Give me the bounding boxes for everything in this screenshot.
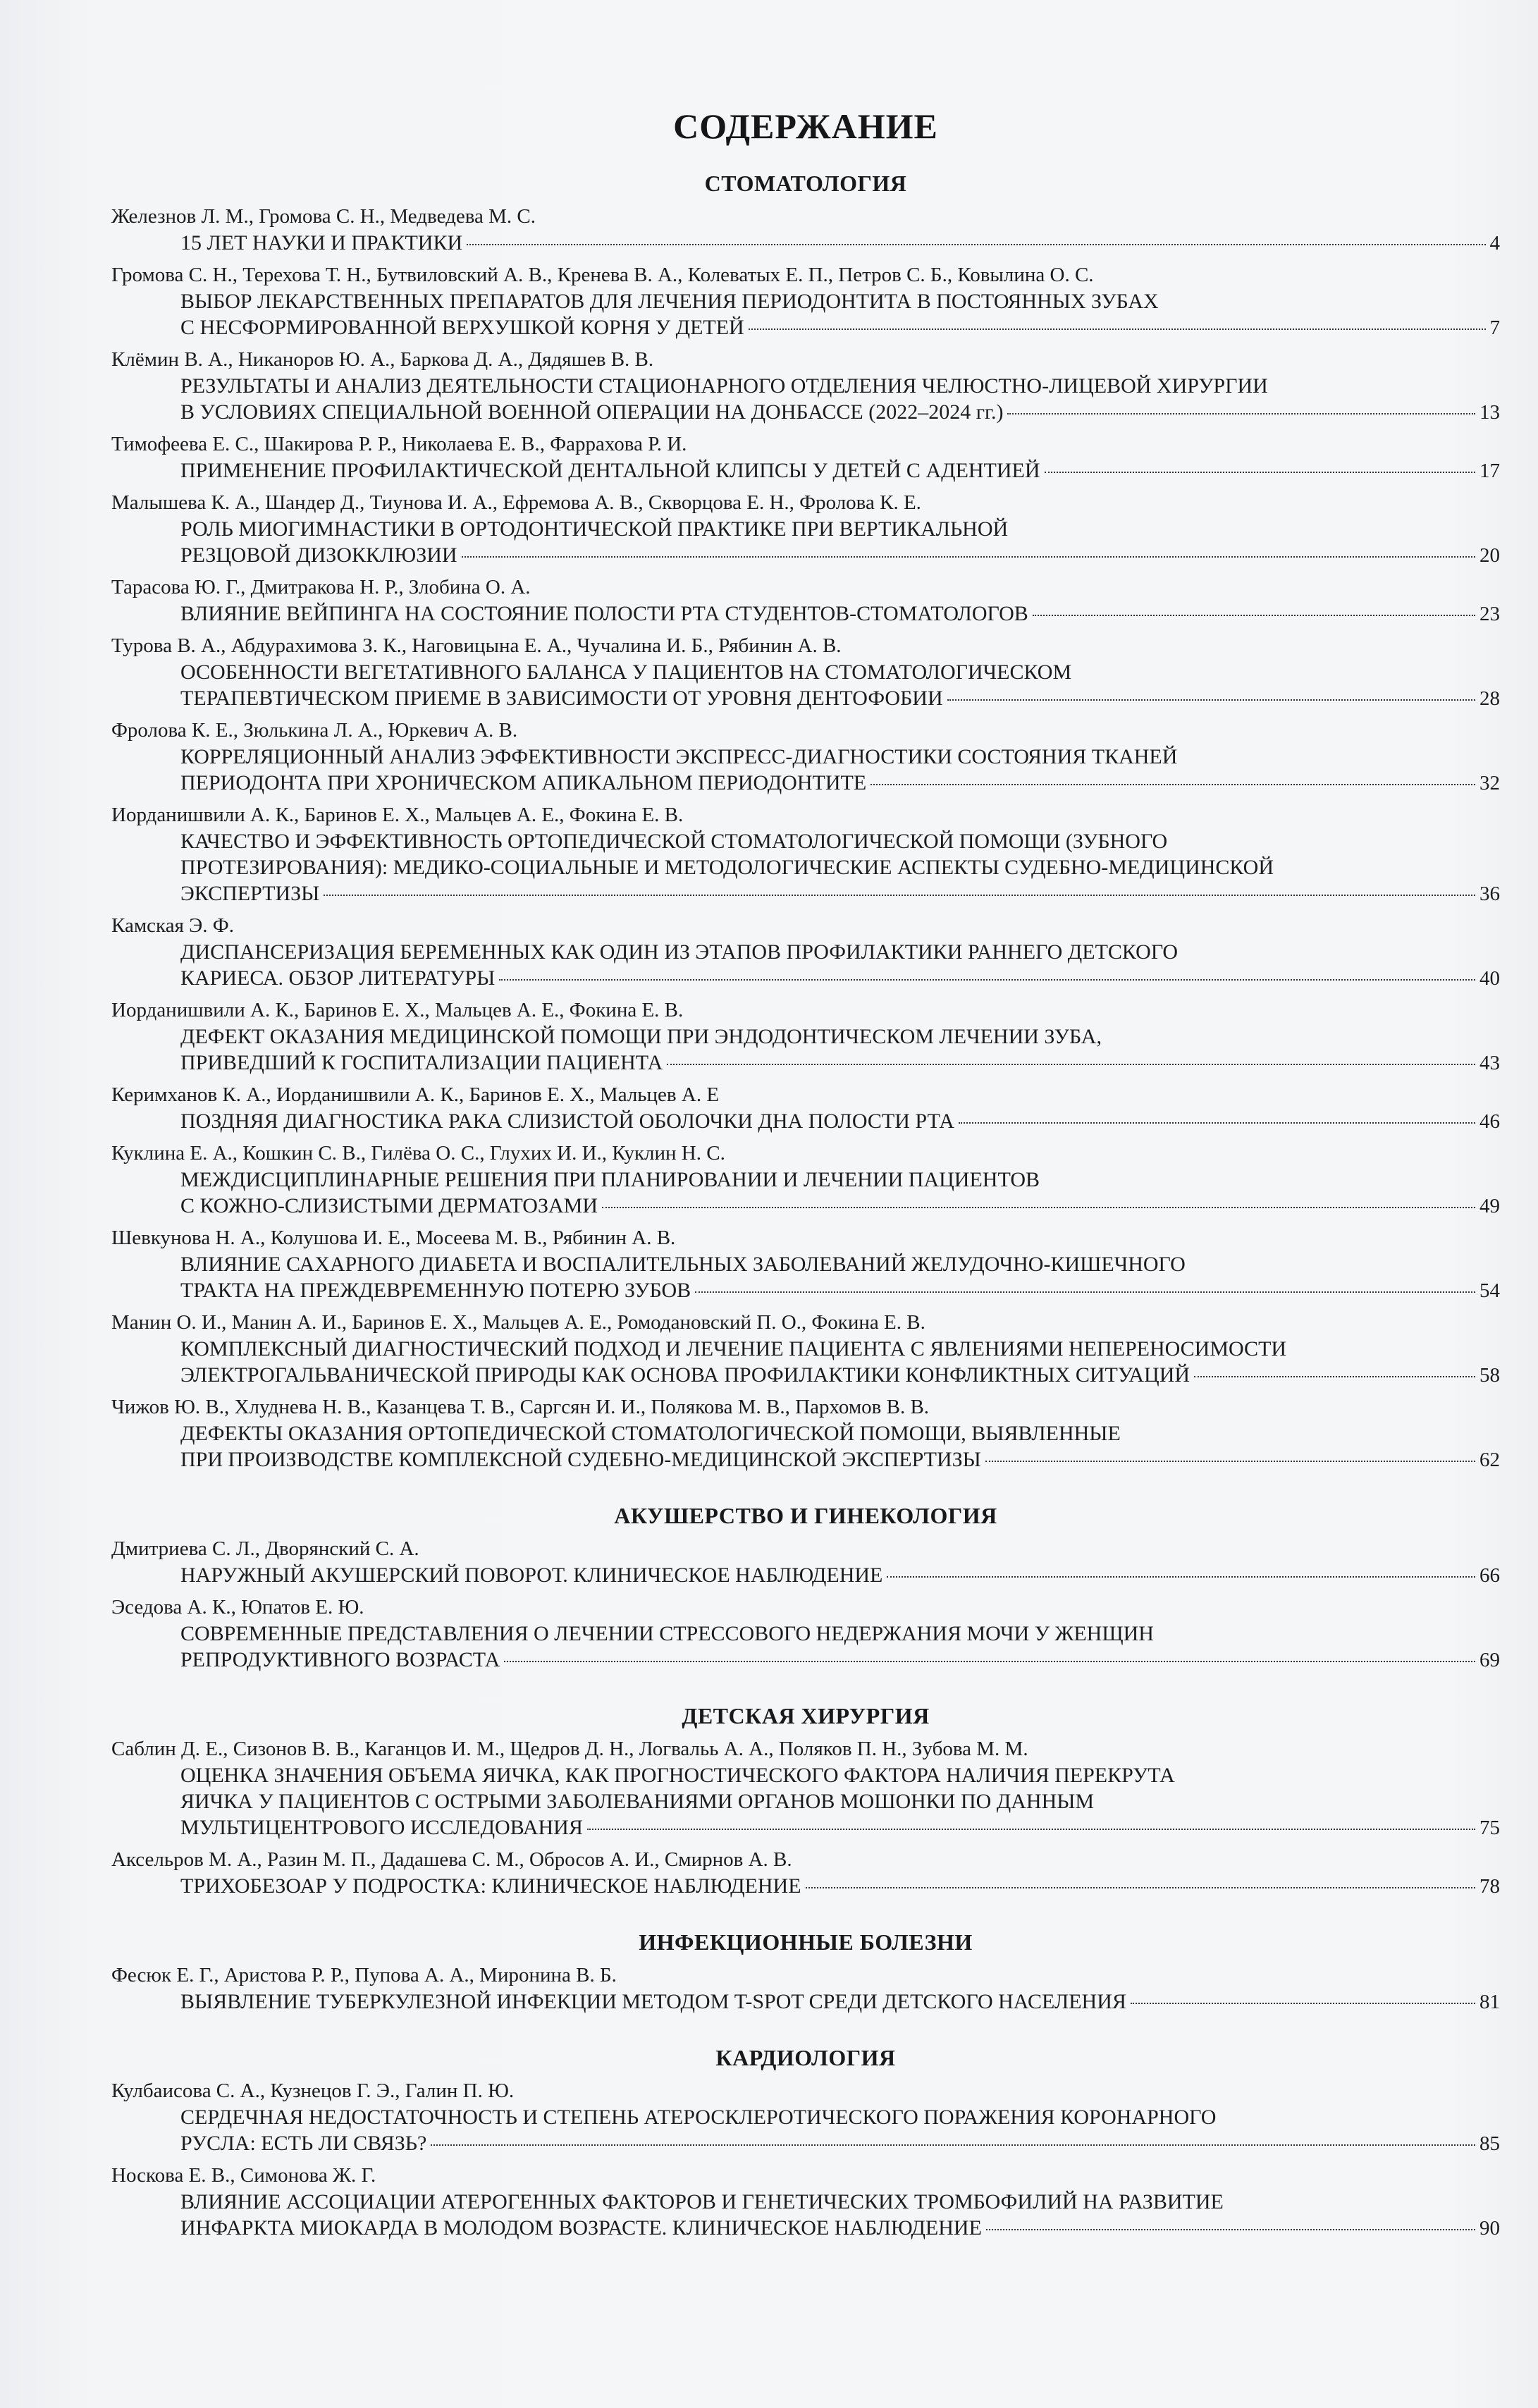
entry-title-text: С НЕСФОРМИРОВАННОЙ ВЕРХУШКОЙ КОРНЯ У ДЕТЕЙ: [180, 316, 744, 339]
entry-title-text: ИНФАРКТА МИОКАРДА В МОЛОДОМ ВОЗРАСТЕ. КЛИНИЧЕСКОЕ НАБЛЮДЕНИЕ: [180, 2216, 982, 2240]
toc-entry[interactable]: [111, 913, 1500, 992]
page-title: СОДЕРЖАНИЕ: [673, 106, 938, 146]
entry-authors: Клёмин В. А., Никаноров Ю. А., Баркова Д. А., Дядяшев В. В.: [111, 348, 654, 371]
entry-authors: Кулбаисова С. А., Кузнецов Г. Э., Галин П. Ю.: [111, 2080, 515, 2102]
entry-title-line: [180, 1050, 1500, 1076]
entry-authors: Иорданишвили А. К., Баринов Е. Х., Мальцев А. Е., Фокина Е. В.: [111, 804, 684, 826]
entry-title-line: [180, 1108, 1500, 1135]
dot-leader: [324, 895, 1475, 896]
entry-authors: Носкова Е. В., Симонова Ж. Г.: [111, 2164, 376, 2187]
entry-title: [111, 939, 1500, 992]
entry-title-line: [180, 314, 1500, 341]
entry-page-number: 20: [1479, 544, 1500, 567]
toc-section: [111, 2045, 1500, 2242]
entry-title-line: ЯИЧКА У ПАЦИЕНТОВ С ОСТРЫМИ ЗАБОЛЕВАНИЯМИ ОРГАНОВ МОШОНКИ ПО ДАННЫМ: [180, 1790, 1095, 1813]
entry-title-text: РУСЛА: ЕСТЬ ЛИ СВЯЗЬ?: [180, 2132, 427, 2155]
entry-page-number: 81: [1479, 1991, 1500, 2013]
entry-authors: Камская Э. Ф.: [111, 914, 234, 937]
entry-authors: Тарасова Ю. Г., Дмитракова Н. Р., Злобина О. А.: [111, 576, 531, 598]
entry-title-text: МУЛЬТИЦЕНТРОВОГО ИССЛЕДОВАНИЯ: [180, 1816, 583, 1839]
entry-title-line: [180, 542, 1500, 569]
table-of-contents: [111, 106, 1500, 2247]
toc-section: [111, 1929, 1500, 2015]
entry-page-number: 49: [1479, 1195, 1500, 1217]
entry-page-number: 4: [1489, 232, 1500, 254]
entry-title-line: [180, 880, 1500, 907]
toc-entry[interactable]: [111, 1847, 1500, 1900]
toc-entry[interactable]: [111, 1736, 1500, 1841]
entry-title-text: ПОЗДНЯЯ ДИАГНОСТИКА РАКА СЛИЗИСТОЙ ОБОЛОЧКИ ДНА ПОЛОСТИ РТА: [180, 1110, 954, 1133]
entry-title: [111, 1024, 1500, 1076]
entry-title-line: [180, 2130, 1500, 2157]
entry-title-text: 15 ЛЕТ НАУКИ И ПРАКТИКИ: [180, 231, 463, 254]
entry-authors: Железнов Л. М., Громова С. Н., Медведева М. С.: [111, 205, 536, 228]
entry-title-line: ОСОБЕННОСТИ ВЕГЕТАТИВНОГО БАЛАНСА У ПАЦИЕНТОВ НА СТОМАТОЛОГИЧЕСКОМ: [180, 661, 1072, 684]
entry-title-line: РЕЗУЛЬТАТЫ И АНАЛИЗ ДЕЯТЕЛЬНОСТИ СТАЦИОНАРНОГО ОТДЕЛЕНИЯ ЧЕЛЮСТНО-ЛИЦЕВОЙ ХИРУРГИИ: [180, 374, 1268, 398]
entry-title-text: ПРИМЕНЕНИЕ ПРОФИЛАКТИЧЕСКОЙ ДЕНТАЛЬНОЙ КЛИПСЫ У ДЕТЕЙ С АДЕНТИЕЙ: [180, 459, 1040, 482]
entry-title-text: ПЕРИОДОНТА ПРИ ХРОНИЧЕСКОМ АПИКАЛЬНОМ ПЕРИОДОНТИТЕ: [180, 771, 867, 794]
dot-leader: [870, 784, 1475, 785]
entry-authors: Тимофеева Е. С., Шакирова Р. Р., Николаева Е. В., Фаррахова Р. И.: [111, 433, 687, 455]
dot-leader: [587, 1829, 1475, 1830]
dot-leader: [602, 1207, 1475, 1208]
entry-title-line: [180, 1814, 1500, 1841]
toc-entry[interactable]: [111, 1394, 1500, 1473]
toc-entry[interactable]: [111, 431, 1500, 484]
entry-page-number: 54: [1479, 1279, 1500, 1302]
dot-leader: [462, 556, 1475, 558]
entry-title-line: [180, 1277, 1500, 1304]
toc-section: [111, 171, 1500, 1473]
dot-leader: [504, 1661, 1475, 1662]
toc-entry[interactable]: [111, 1225, 1500, 1304]
dot-leader: [947, 699, 1475, 701]
entry-authors: Куклина Е. А., Кошкин С. В., Гилёва О. С., Глухих И. И., Куклин Н. С.: [111, 1142, 725, 1165]
entry-title: [111, 1621, 1500, 1673]
entry-title-text: ВЛИЯНИЕ ВЕЙПИНГА НА СОСТОЯНИЕ ПОЛОСТИ РТА СТУДЕНТОВ-СТОМАТОЛОГОВ: [180, 602, 1028, 625]
entry-page-number: 69: [1479, 1649, 1500, 1671]
entry-title-text: ТРАКТА НА ПРЕЖДЕВРЕМЕННУЮ ПОТЕРЮ ЗУБОВ: [180, 1279, 691, 1302]
entry-title: [111, 659, 1500, 712]
toc-entry[interactable]: [111, 1962, 1500, 2015]
entry-authors: Громова С. Н., Терехова Т. Н., Бутвиловский А. В., Кренева В. А., Колеватых Е. П., Петров С. Б., Ковылина О. С.: [111, 264, 1094, 286]
toc-entry[interactable]: [111, 997, 1500, 1076]
dot-leader: [1194, 1376, 1475, 1377]
entry-title-line: КОРРЕЛЯЦИОННЫЙ АНАЛИЗ ЭФФЕКТИВНОСТИ ЭКСПРЕСС-ДИАГНОСТИКИ СОСТОЯНИЯ ТКАНЕЙ: [180, 745, 1178, 768]
toc-entry[interactable]: [111, 347, 1500, 426]
section-heading: АКУШЕРСТВО И ГИНЕКОЛОГИЯ: [614, 1503, 997, 1528]
dot-leader: [1007, 413, 1475, 414]
dot-leader: [985, 1461, 1475, 1462]
toc-entry[interactable]: [111, 204, 1500, 257]
dot-leader: [749, 328, 1486, 330]
entry-title-line: [180, 965, 1500, 992]
entry-title-line: КАЧЕСТВО И ЭФФЕКТИВНОСТЬ ОРТОПЕДИЧЕСКОЙ СТОМАТОЛОГИЧЕСКОЙ ПОМОЩИ (ЗУБНОГО: [180, 830, 1168, 853]
entry-authors: Малышева К. А., Шандер Д., Тиунова И. А., Ефремова А. В., Скворцова Е. Н., Фролова К. Е.: [111, 491, 921, 514]
entry-authors: Чижов Ю. В., Хлуднева Н. В., Казанцева Т. В., Саргсян И. И., Полякова М. В., Пархомов В. В.: [111, 1396, 930, 1418]
entry-authors: Иорданишвили А. К., Баринов Е. Х., Мальцев А. Е., Фокина Е. В.: [111, 999, 684, 1021]
entry-title-text: ЭЛЕКТРОГАЛЬВАНИЧЕСКОЙ ПРИРОДЫ КАК ОСНОВА ПРОФИЛАКТИКИ КОНФЛИКТНЫХ СИТУАЦИЙ: [180, 1363, 1191, 1387]
entry-page-number: 85: [1479, 2132, 1500, 2155]
entry-page-number: 58: [1479, 1364, 1500, 1387]
entry-title: [111, 1336, 1500, 1389]
entry-page-number: 32: [1479, 772, 1500, 794]
entry-page-number: 66: [1479, 1564, 1500, 1587]
dot-leader: [1033, 615, 1475, 616]
entry-page-number: 46: [1479, 1110, 1500, 1133]
entry-authors: Манин О. И., Манин А. И., Баринов Е. Х., Мальцев А. Е., Ромодановский П. О., Фокина Е. В.: [111, 1311, 925, 1334]
dot-leader: [1131, 2003, 1475, 2004]
entry-page-number: 62: [1479, 1449, 1500, 1471]
entry-page-number: 36: [1479, 883, 1500, 905]
toc-entry[interactable]: [111, 1536, 1500, 1589]
toc-entry[interactable]: [111, 802, 1500, 907]
toc-entry[interactable]: [111, 1595, 1500, 1673]
entry-title-line: ОЦЕНКА ЗНАЧЕНИЯ ОБЪЕМА ЯИЧКА, КАК ПРОГНОСТИЧЕСКОГО ФАКТОРА НАЛИЧИЯ ПЕРЕКРУТА: [180, 1764, 1175, 1787]
entry-title-line: [180, 601, 1500, 627]
entry-title-text: РЕПРОДУКТИВНОГО ВОЗРАСТА: [180, 1648, 500, 1671]
entry-title-text: НАРУЖНЫЙ АКУШЕРСКИЙ ПОВОРОТ. КЛИНИЧЕСКОЕ НАБЛЮДЕНИЕ: [180, 1564, 883, 1587]
entry-title: [111, 373, 1500, 426]
dot-leader: [1045, 472, 1475, 473]
entry-title-text: ПРИВЕДШИЙ К ГОСПИТАЛИЗАЦИИ ПАЦИЕНТА: [180, 1051, 663, 1074]
entry-title-line: [180, 1647, 1500, 1673]
entry-title-line: [180, 1989, 1500, 2015]
entry-page-number: 40: [1479, 967, 1500, 990]
entry-title: [111, 230, 1500, 257]
entry-title-line: [180, 685, 1500, 712]
toc-entry[interactable]: [111, 490, 1500, 569]
entry-title: [111, 2104, 1500, 2157]
entry-authors: Саблин Д. Е., Сизонов В. В., Каганцов И. М., Щедров Д. Н., Логвальь А. А., Поляков П. Н., Зубова М. М.: [111, 1738, 1028, 1760]
entry-authors: Аксельров М. А., Разин М. П., Дадашева С. М., Обросов А. И., Смирнов А. В.: [111, 1848, 792, 1871]
toc-section: [111, 1503, 1500, 1673]
entry-page-number: 23: [1479, 603, 1500, 625]
entry-title: [111, 1251, 1500, 1304]
entry-authors: Эседова А. К., Юпатов Е. Ю.: [111, 1596, 364, 1618]
section-heading: ДЕТСКАЯ ХИРУРГИЯ: [682, 1703, 930, 1728]
entry-title-text: С КОЖНО-СЛИЗИСТЫМИ ДЕРМАТОЗАМИ: [180, 1194, 598, 1217]
entry-title: [111, 1108, 1500, 1135]
toc-entry[interactable]: [111, 1141, 1500, 1220]
entry-authors: Дмитриева С. Л., Дворянский С. А.: [111, 1537, 419, 1560]
entry-title: [111, 601, 1500, 627]
entry-authors: Турова В. А., Абдурахимова З. К., Наговицына Е. А., Чучалина И. Б., Рябинин А. В.: [111, 634, 842, 657]
entry-page-number: 78: [1479, 1875, 1500, 1898]
entry-title-line: МЕЖДИСЦИПЛИНАРНЫЕ РЕШЕНИЯ ПРИ ПЛАНИРОВАНИИ И ЛЕЧЕНИИ ПАЦИЕНТОВ: [180, 1168, 1040, 1191]
entry-title: [111, 1989, 1500, 2015]
entry-title-line: [180, 1193, 1500, 1220]
entry-title-text: ПРИ ПРОИЗВОДСТВЕ КОМПЛЕКСНОЙ СУДЕБНО-МЕДИЦИНСКОЙ ЭКСПЕРТИЗЫ: [180, 1448, 981, 1471]
dot-leader: [959, 1122, 1475, 1124]
entry-title-line: СОВРЕМЕННЫЕ ПРЕДСТАВЛЕНИЯ О ЛЕЧЕНИИ СТРЕССОВОГО НЕДЕРЖАНИЯ МОЧИ У ЖЕНЩИН: [180, 1622, 1154, 1645]
entry-page-number: 17: [1479, 460, 1500, 482]
toc-entry[interactable]: [111, 1310, 1500, 1389]
entry-page-number: 75: [1479, 1817, 1500, 1839]
entry-title-text: ВЫЯВЛЕНИЕ ТУБЕРКУЛЕЗНОЙ ИНФЕКЦИИ МЕТОДОМ T-SPOT СРЕДИ ДЕТСКОГО НАСЕЛЕНИЯ: [180, 1990, 1126, 2013]
entry-title-line: ДИСПАНСЕРИЗАЦИЯ БЕРЕМЕННЫХ КАК ОДИН ИЗ ЭТАПОВ ПРОФИЛАКТИКИ РАННЕГО ДЕТСКОГО: [180, 940, 1179, 964]
section-heading: ИНФЕКЦИОННЫЕ БОЛЕЗНИ: [639, 1929, 973, 1955]
entry-title-text: КАРИЕСА. ОБЗОР ЛИТЕРАТУРЫ: [180, 966, 496, 990]
entry-title-text: ЭКСПЕРТИЗЫ: [180, 882, 320, 905]
section-heading: СТОМАТОЛОГИЯ: [704, 171, 907, 196]
entry-title-line: ВЛИЯНИЕ САХАРНОГО ДИАБЕТА И ВОСПАЛИТЕЛЬНЫХ ЗАБОЛЕВАНИЙ ЖЕЛУДОЧНО-КИШЕЧНОГО: [180, 1253, 1186, 1276]
entry-title-line: [180, 230, 1500, 257]
entry-title: [111, 516, 1500, 569]
entry-title-line: ДЕФЕКТ ОКАЗАНИЯ МЕДИЦИНСКОЙ ПОМОЩИ ПРИ ЭНДОДОНТИЧЕСКОМ ЛЕЧЕНИИ ЗУБА,: [180, 1025, 1102, 1048]
dot-leader: [986, 2229, 1475, 2230]
entry-title-text: ТРИХОБЕЗОАР У ПОДРОСТКА: КЛИНИЧЕСКОЕ НАБЛЮДЕНИЕ: [180, 1874, 801, 1898]
toc-sections: [111, 171, 1500, 2242]
entry-title-line: [180, 1362, 1500, 1389]
entry-title-line: [180, 399, 1500, 426]
entry-title-line: [180, 1562, 1500, 1589]
entry-title: [111, 2189, 1500, 2242]
entry-title-line: [180, 1873, 1500, 1900]
entry-title-line: ВЛИЯНИЕ АССОЦИАЦИИ АТЕРОГЕННЫХ ФАКТОРОВ И ГЕНЕТИЧЕСКИХ ТРОМБОФИЛИЙ НА РАЗВИТИЕ: [180, 2190, 1224, 2213]
entry-title-line: СЕРДЕЧНАЯ НЕДОСТАТОЧНОСТЬ И СТЕПЕНЬ АТЕРОСКЛЕРОТИЧЕСКОГО ПОРАЖЕНИЯ КОРОНАРНОГО: [180, 2106, 1217, 2129]
entry-page-number: 13: [1479, 401, 1500, 424]
entry-title-line: РОЛЬ МИОГИМНАСТИКИ В ОРТОДОНТИЧЕСКОЙ ПРАКТИКЕ ПРИ ВЕРТИКАЛЬНОЙ: [180, 517, 1009, 541]
entry-page-number: 28: [1479, 687, 1500, 710]
entry-title: [111, 744, 1500, 797]
entry-page-number: 43: [1479, 1052, 1500, 1074]
entry-page-number: 7: [1489, 317, 1500, 339]
entry-title: [111, 1420, 1500, 1473]
entry-title: [111, 457, 1500, 484]
toc-entry[interactable]: [111, 718, 1500, 797]
dot-leader: [467, 244, 1485, 245]
entry-title-line: [180, 1446, 1500, 1473]
dot-leader: [667, 1064, 1475, 1065]
toc-section: [111, 1703, 1500, 1900]
toc-entry[interactable]: [111, 262, 1500, 341]
dot-leader: [695, 1291, 1475, 1293]
entry-title-line: КОМПЛЕКСНЫЙ ДИАГНОСТИЧЕСКИЙ ПОДХОД И ЛЕЧЕНИЕ ПАЦИЕНТА С ЯВЛЕНИЯМИ НЕПЕРЕНОСИМОСТИ: [180, 1337, 1287, 1360]
entry-title-text: В УСЛОВИЯХ СПЕЦИАЛЬНОЙ ВОЕННОЙ ОПЕРАЦИИ НА ДОНБАССЕ (2022–2024 гг.): [180, 400, 1004, 424]
entry-title-line: [180, 457, 1500, 484]
entry-title-line: ДЕФЕКТЫ ОКАЗАНИЯ ОРТОПЕДИЧЕСКОЙ СТОМАТОЛОГИЧЕСКОЙ ПОМОЩИ, ВЫЯВЛЕННЫЕ: [180, 1422, 1121, 1445]
entry-page-number: 90: [1479, 2217, 1500, 2240]
entry-title-text: РЕЗЦОВОЙ ДИЗОККЛЮЗИИ: [180, 543, 457, 567]
dot-leader: [431, 2144, 1475, 2146]
entry-authors: Шевкунова Н. А., Колушова И. Е., Мосеева М. В., Рябинин А. В.: [111, 1227, 676, 1249]
entry-title: [111, 288, 1500, 341]
toc-entry[interactable]: [111, 1082, 1500, 1135]
entry-title-line: ВЫБОР ЛЕКАРСТВЕННЫХ ПРЕПАРАТОВ ДЛЯ ЛЕЧЕНИЯ ПЕРИОДОНТИТА В ПОСТОЯННЫХ ЗУБАХ: [180, 290, 1159, 313]
entry-authors: Фролова К. Е., Зюлькина Л. А., Юркевич А. В.: [111, 719, 518, 742]
toc-entry[interactable]: [111, 575, 1500, 627]
toc-entry[interactable]: [111, 2163, 1500, 2242]
dot-leader: [806, 1887, 1475, 1888]
entry-title-line: ПРОТЕЗИРОВАНИЯ): МЕДИКО-СОЦИАЛЬНЫЕ И МЕТОДОЛОГИЧЕСКИЕ АСПЕКТЫ СУДЕБНО-МЕДИЦИНСКОЙ: [180, 856, 1274, 879]
toc-entry[interactable]: [111, 633, 1500, 712]
dot-leader: [887, 1576, 1475, 1578]
entry-title: [111, 828, 1500, 907]
dot-leader: [499, 979, 1475, 981]
entry-title: [111, 1873, 1500, 1900]
entry-title-line: [180, 2215, 1500, 2242]
entry-title-line: [180, 770, 1500, 797]
section-heading: КАРДИОЛОГИЯ: [715, 2045, 896, 2070]
toc-entry[interactable]: [111, 2078, 1500, 2157]
entry-title: [111, 1167, 1500, 1220]
entry-authors: Керимханов К. А., Иорданишвили А. К., Баринов Е. Х., Мальцев А. Е: [111, 1083, 720, 1106]
entry-authors: Фесюк Е. Г., Аристова Р. Р., Пупова А. А., Миронина В. Б.: [111, 1964, 617, 1986]
entry-title: [111, 1562, 1500, 1589]
entry-title: [111, 1762, 1500, 1841]
entry-title-text: ТЕРАПЕВТИЧЕСКОМ ПРИЕМЕ В ЗАВИСИМОСТИ ОТ УРОВНЯ ДЕНТОФОБИИ: [180, 687, 943, 710]
